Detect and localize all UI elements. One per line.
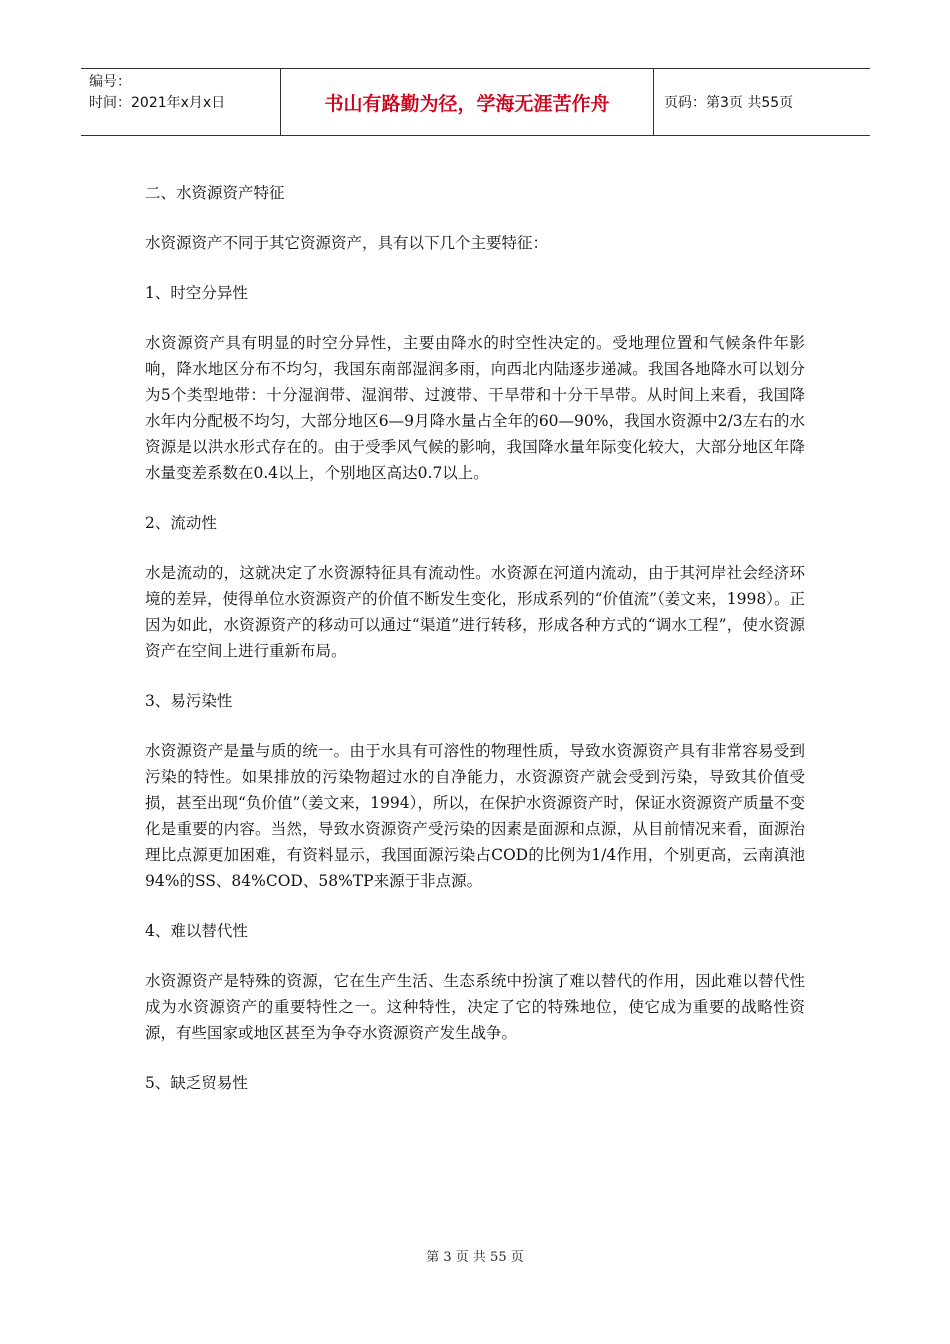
header-page-info: 页码：第3页 共55页 xyxy=(664,95,794,111)
page-footer: 第 3 页 共 55 页 xyxy=(426,1250,524,1265)
header-meta xyxy=(81,69,281,135)
item-heading-3: 3、易污染性 xyxy=(145,692,233,710)
document-body xyxy=(145,180,805,1120)
item-body-1: 水资源资产具有明显的时空分异性，主要由降水的时空性决定的。受地理位置和气候条件年影响，降水地区分布不均匀，我国东南部湿润多雨，向西北内陆逐步递减。我国各地降水可以划分为5个类型地带：十分湿润带、湿润带、过渡带、干旱带和十分干旱带。从时间上来看，我国降水年内分配极不均匀，大部分地区6—9月降水量占全年的60—90%，我国水资源中2/3左右的水资源是以洪水形式存在的。由于受季风气候的影响，我国降水量年际变化较大，大部分地区年降水量变差系数在0.4以上，个别地区高达0.7以上。 xyxy=(145,334,805,482)
section-title: 二、水资源资产特征 xyxy=(145,184,285,202)
item-heading-2: 2、流动性 xyxy=(145,514,217,532)
document-header xyxy=(81,68,870,136)
item-heading-1: 1、时空分异性 xyxy=(145,284,248,302)
time-label: 时间：2021年x月x日 xyxy=(89,95,226,111)
item-body-2: 水是流动的，这就决定了水资源特征具有流动性。水资源在河道内流动，由于其河岸社会经济环境的差异，使得单位水资源资产的价值不断发生变化，形成系列的“价值流”（姜文来，1998）。正因为如此，水资源资产的移动可以通过“渠道”进行转移，形成各种方式的“调水工程”，使水资源资产在空间上进行重新布局。 xyxy=(145,564,805,660)
item-body-3: 水资源资产是量与质的统一。由于水具有可溶性的物理性质，导致水资源资产具有非常容易受到污染的特性。如果排放的污染物超过水的自净能力，水资源资产就会受到污染，导致其价值受损，甚至出现“负价值”（姜文来，1994），所以，在保护水资源资产时，保证水资源资产质量不变化是重要的内容。当然，导致水资源资产受污染的因素是面源和点源，从目前情况来看，面源治理比点源更加困难，有资料显示，我国面源污染占COD的比例为1/4作用，个别更高，云南滇池94%的SS、84%COD、58%TP来源于非点源。 xyxy=(145,742,805,890)
header-motto: 书山有路勤为径，学海无涯苦作舟 xyxy=(281,69,654,135)
number-label: 编号： xyxy=(89,74,131,90)
intro-paragraph: 水资源资产不同于其它资源资产，具有以下几个主要特征： xyxy=(145,234,549,252)
item-body-4: 水资源资产是特殊的资源，它在生产生活、生态系统中扮演了难以替代的作用，因此难以替代性成为水资源资产的重要特性之一。这种特性，决定了它的特殊地位，使它成为重要的战略性资源，有些国家或地区甚至为争夺水资源资产发生战争。 xyxy=(145,972,805,1042)
item-heading-5: 5、缺乏贸易性 xyxy=(145,1074,248,1092)
item-heading-4: 4、难以替代性 xyxy=(145,922,248,940)
